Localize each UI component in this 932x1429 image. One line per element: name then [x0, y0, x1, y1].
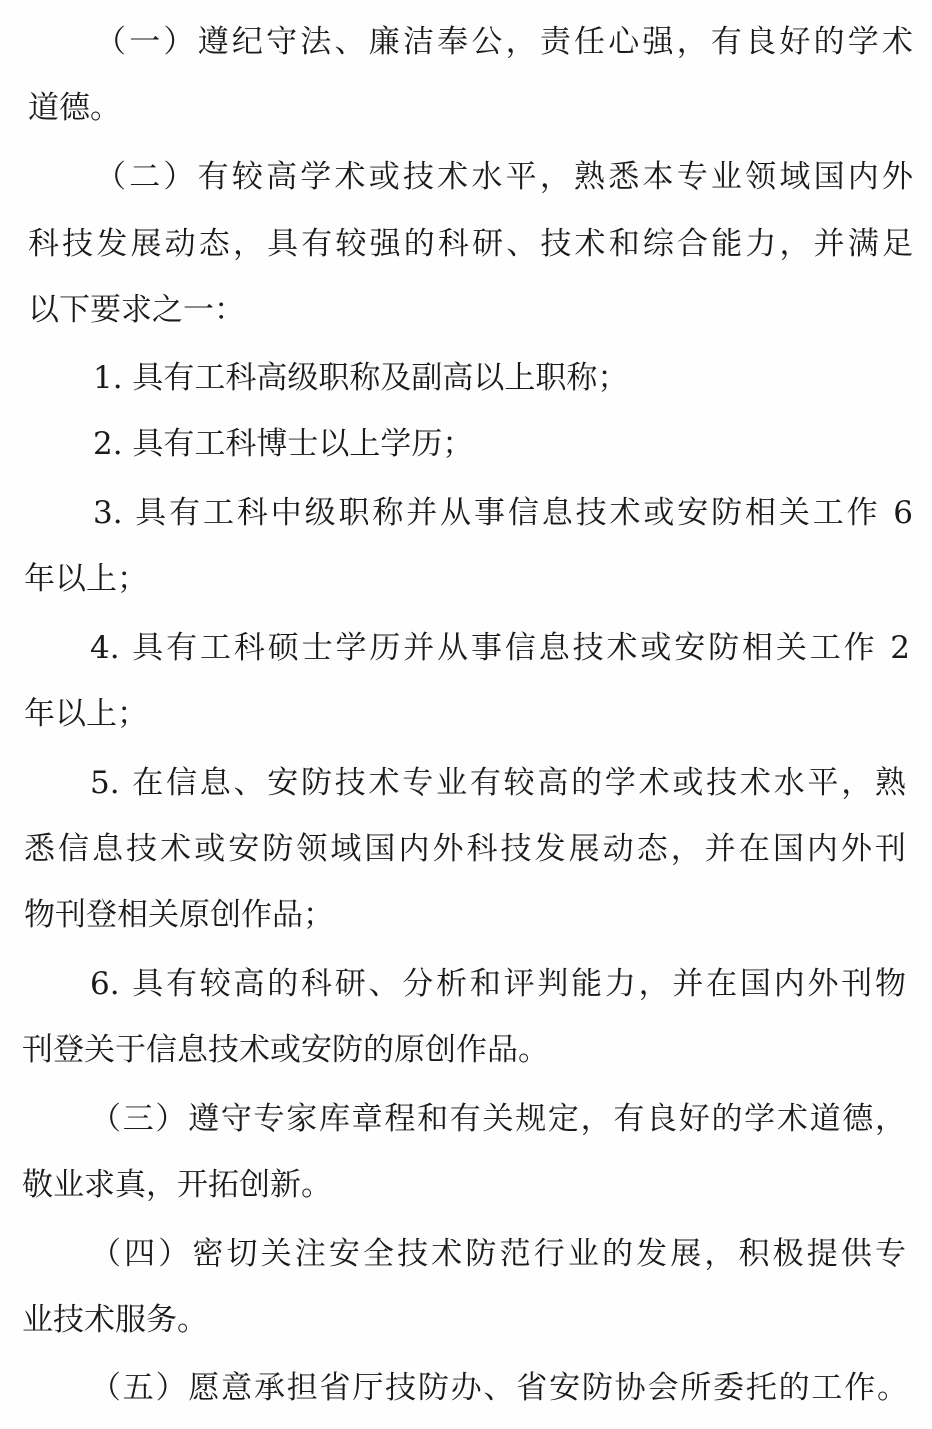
text-line-17: （三）遵守专家库章程和有关规定，有良好的学术道德，	[90, 1101, 906, 1137]
text-line-14: 物刊登相关原创作品；	[24, 897, 334, 933]
text-line-5: 以下要求之一：	[28, 292, 245, 328]
text-line-10: 4. 具有工科硕士学历并从事信息技术或安防相关工作 2	[90, 630, 910, 666]
text-line-11: 年以上；	[24, 696, 148, 732]
text-line-13: 悉信息技术或安防领域国内外科技发展动态，并在国内外刊	[24, 831, 906, 867]
text-line-8: 3. 具有工科中级职称并从事信息技术或安防相关工作 6	[93, 495, 913, 531]
text-line-9: 年以上；	[24, 561, 148, 597]
text-line-6: 1. 具有工科高级职称及副高以上职称；	[93, 360, 629, 396]
text-line-19: （四）密切关注安全技术防范行业的发展，积极提供专	[90, 1236, 906, 1272]
text-line-12: 5. 在信息、安防技术专业有较高的学术或技术水平，熟	[90, 765, 906, 801]
text-line-1: （一）遵纪守法、廉洁奉公，责任心强，有良好的学术	[95, 24, 913, 60]
text-line-7: 2. 具有工科博士以上学历；	[93, 426, 474, 462]
text-line-15: 6. 具有较高的科研、分析和评判能力，并在国内外刊物	[90, 966, 906, 1002]
text-line-16: 刊登关于信息技术或安防的原创作品。	[22, 1032, 549, 1068]
text-line-4: 科技发展动态，具有较强的科研、技术和综合能力，并满足	[28, 226, 913, 262]
text-line-2: 道德。	[28, 90, 121, 126]
text-line-20: 业技术服务。	[22, 1302, 208, 1338]
text-line-3: （二）有较高学术或技术水平，熟悉本专业领域国内外	[95, 159, 913, 195]
text-line-18: 敬业求真，开拓创新。	[22, 1167, 332, 1203]
text-line-21: （五）愿意承担省厅技防办、省安防协会所委托的工作。	[90, 1370, 908, 1406]
